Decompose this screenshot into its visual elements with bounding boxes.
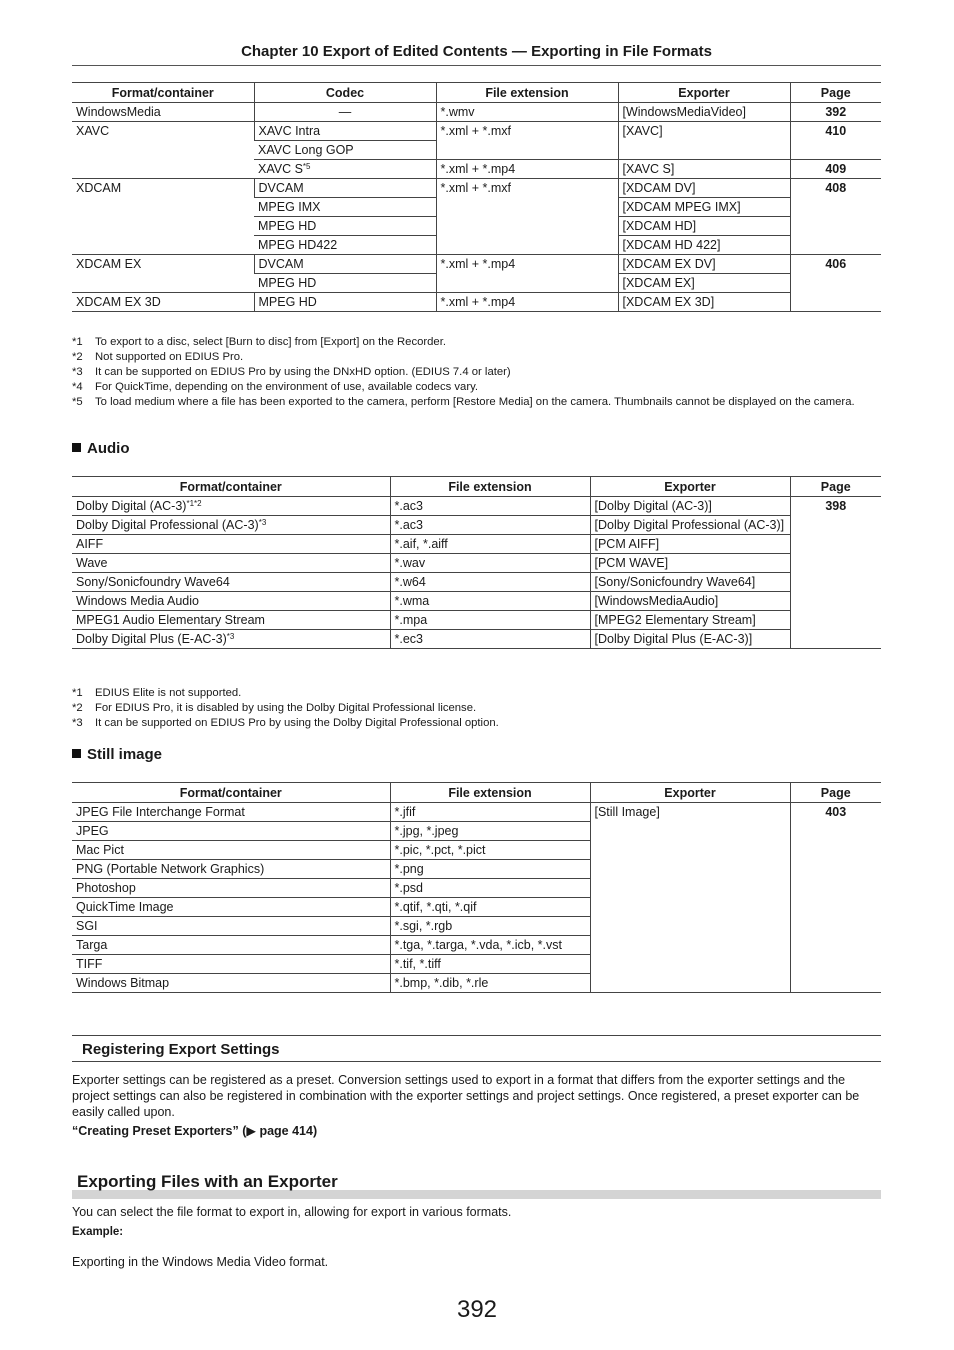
- footnote: *2 Not supported on EDIUS Pro.: [72, 351, 244, 363]
- col-header-page: Page: [790, 477, 881, 497]
- cell-exporter: [Dolby Digital Professional (AC-3)]: [590, 516, 790, 535]
- cell-exporter: [Dolby Digital Plus (E-AC-3)]: [590, 630, 790, 649]
- table-row: [72, 630, 881, 649]
- square-bullet-icon: [72, 749, 81, 758]
- cell-format: XDCAM EX 3D: [72, 293, 254, 312]
- table-row: [72, 592, 881, 611]
- audio-footnotes: [72, 686, 881, 731]
- cell-format: JPEG File Interchange Format: [72, 803, 390, 822]
- cell-extension: *.pic, *.pct, *.pict: [390, 841, 590, 860]
- cell-format: XDCAM EX: [72, 255, 254, 293]
- cell-extension: *.xml + *.mxf: [436, 179, 618, 255]
- cell-exporter: [MPEG2 Elementary Stream]: [590, 611, 790, 630]
- table-row: [72, 535, 881, 554]
- cell-exporter: [XDCAM EX DV]: [618, 255, 790, 274]
- cell-extension: *.mpa: [390, 611, 590, 630]
- table-row: [72, 497, 881, 516]
- cell-extension: *.bmp, *.dib, *.rle: [390, 974, 590, 993]
- cell-exporter: [Dolby Digital (AC-3)]: [590, 497, 790, 516]
- col-header-exporter: Exporter: [618, 83, 790, 103]
- cell-format: Wave: [72, 554, 390, 573]
- table-row: [72, 554, 881, 573]
- cell-page: 403: [790, 803, 881, 993]
- table-row: [72, 293, 881, 312]
- cell-format: Mac Pict: [72, 841, 390, 860]
- cell-exporter: [XAVC S]: [618, 160, 790, 179]
- audio-heading: Audio: [72, 440, 130, 457]
- cell-extension: *.jpg, *.jpeg: [390, 822, 590, 841]
- cell-format: Windows Media Audio: [72, 592, 390, 611]
- table-row: [72, 122, 881, 141]
- col-header-extension: File extension: [436, 83, 618, 103]
- footnote: *3 It can be supported on EDIUS Pro by using the DNxHD option. (EDIUS 7.4 or later): [72, 366, 511, 378]
- cell-exporter: [WindowsMediaVideo]: [618, 103, 790, 122]
- still-image-format-table: [72, 782, 881, 993]
- cell-extension: *.qtif, *.qti, *.qif: [390, 898, 590, 917]
- exporting-files-heading: Exporting Files with an Exporter: [72, 1172, 881, 1199]
- cell-exporter: [Still Image]: [590, 803, 790, 993]
- cell-format: XAVC: [72, 122, 254, 179]
- cell-codec: —: [254, 103, 436, 122]
- cell-exporter: [XAVC]: [618, 122, 790, 160]
- cell-extension: *.wav: [390, 554, 590, 573]
- col-header-exporter: Exporter: [590, 783, 790, 803]
- cell-exporter: [XDCAM EX 3D]: [618, 293, 790, 312]
- footnote: *4 For QuickTime, depending on the environment of use, available codecs vary.: [72, 381, 479, 393]
- table-row: [72, 179, 881, 198]
- cell-codec: DVCAM: [254, 255, 436, 274]
- cell-page: 398: [790, 497, 881, 649]
- cell-format: Sony/Sonicfoundry Wave64: [72, 573, 390, 592]
- col-header-format: Format/container: [72, 783, 390, 803]
- cell-page: 410: [790, 122, 881, 160]
- cell-exporter: [XDCAM DV]: [618, 179, 790, 198]
- cell-page: 392: [790, 103, 881, 122]
- col-header-page: Page: [790, 83, 881, 103]
- table-row: [72, 573, 881, 592]
- cell-codec: MPEG HD422: [254, 236, 436, 255]
- cell-codec: XAVC Intra: [254, 122, 436, 141]
- cell-format: SGI: [72, 917, 390, 936]
- col-header-extension: File extension: [390, 477, 590, 497]
- col-header-codec: Codec: [254, 83, 436, 103]
- cell-codec: MPEG HD: [254, 217, 436, 236]
- cell-format: Dolby Digital Plus $(E-AC-3)^{*3}$: [72, 630, 390, 649]
- example-label: Example:: [72, 1226, 124, 1238]
- exporting-body: You can select the file format to export in, allowing for export in various formats.: [72, 1205, 512, 1219]
- footnote: *5 To load medium where a file has been exported to the camera, perform [Restore Media] on the camera. Thumbnails cannot be displayed on the camera.: [72, 396, 855, 408]
- cell-exporter: [PCM WAVE]: [590, 554, 790, 573]
- registering-body: Exporter settings can be registered as a preset. Conversion settings used to export in a format that differs from the exporter settings and the project settings can also be registered in combination with the exporter settings and project settings. Once registered, a preset exporter can be easily called upon.: [72, 1073, 860, 1119]
- audio-format-table: [72, 476, 881, 649]
- cell-extension: *.png: [390, 860, 590, 879]
- cell-extension: *.aif, *.aiff: [390, 535, 590, 554]
- cell-extension: *.wma: [390, 592, 590, 611]
- cell-extension: *.jfif: [390, 803, 590, 822]
- cell-format: TIFF: [72, 955, 390, 974]
- col-header-format: Format/container: [72, 83, 254, 103]
- cell-extension: *.tga, *.targa, *.vda, *.icb, *.vst: [390, 936, 590, 955]
- cell-codec: XAVC $S^{*5}$: [254, 160, 436, 179]
- footnote: *3 It can be supported on EDIUS Pro by using the Dolby Digital Professional option.: [72, 717, 499, 729]
- cell-page: 406: [790, 255, 881, 312]
- cell-exporter: [Sony/Sonicfoundry Wave64]: [590, 573, 790, 592]
- cell-exporter: [XDCAM HD 422]: [618, 236, 790, 255]
- cell-extension: *.w64: [390, 573, 590, 592]
- table-row: [72, 803, 881, 822]
- col-header-exporter: Exporter: [590, 477, 790, 497]
- table-row: [72, 516, 881, 535]
- cell-format: Photoshop: [72, 879, 390, 898]
- cell-extension: *.xml + *.mxf: [436, 122, 618, 160]
- table-row: [72, 103, 881, 122]
- cell-exporter: [XDCAM HD]: [618, 217, 790, 236]
- cell-extension: *.xml + *.mp4: [436, 160, 618, 179]
- col-header-page: Page: [790, 783, 881, 803]
- cell-format: XDCAM: [72, 179, 254, 255]
- cell-exporter: [XDCAM EX]: [618, 274, 790, 293]
- registering-export-settings-heading: Registering Export Settings: [72, 1035, 881, 1062]
- col-header-format: Format/container: [72, 477, 390, 497]
- cell-format: JPEG: [72, 822, 390, 841]
- footnote: *1 To export to a disc, select [Burn to disc] from [Export] on the Recorder.: [72, 336, 446, 348]
- cell-codec: MPEG IMX: [254, 198, 436, 217]
- cell-exporter: [PCM AIFF]: [590, 535, 790, 554]
- cell-extension: *.xml + *.mp4: [436, 255, 618, 293]
- page-number: 392: [456, 1296, 498, 1323]
- cell-format: Dolby Digital $(AC-3)^{*1*2}$: [72, 497, 390, 516]
- cell-extension: *.tif, *.tiff: [390, 955, 590, 974]
- arrow-right-icon: ▶: [246, 1124, 256, 1138]
- cell-format: Targa: [72, 936, 390, 955]
- video-footnotes: [72, 335, 881, 410]
- cell-codec: MPEG HD: [254, 293, 436, 312]
- cell-codec: MPEG HD: [254, 274, 436, 293]
- cell-page: 409: [790, 160, 881, 179]
- cell-format: AIFF: [72, 535, 390, 554]
- cell-codec: DVCAM: [254, 179, 436, 198]
- cell-extension: *.wmv: [436, 103, 618, 122]
- preset-exporters-link[interactable]: “Creating Preset Exporters” (▶ page 414): [72, 1124, 318, 1138]
- example-text: Exporting in the Windows Media Video format.: [72, 1255, 329, 1269]
- cell-format: PNG (Portable Network Graphics): [72, 860, 390, 879]
- footnote: *2 For EDIUS Pro, it is disabled by using the Dolby Digital Professional license.: [72, 702, 477, 714]
- video-format-table: [72, 82, 881, 312]
- cell-extension: *.xml + *.mp4: [436, 293, 618, 312]
- table-row: [72, 611, 881, 630]
- cell-extension: *.ac3: [390, 497, 590, 516]
- cell-exporter: [WindowsMediaAudio]: [590, 592, 790, 611]
- still-image-heading: Still image: [72, 746, 162, 763]
- cell-extension: *.sgi, *.rgb: [390, 917, 590, 936]
- cell-extension: *.psd: [390, 879, 590, 898]
- cell-format: Windows Bitmap: [72, 974, 390, 993]
- cell-format: QuickTime Image: [72, 898, 390, 917]
- cell-page: 408: [790, 179, 881, 255]
- chapter-title: Chapter 10 Export of Edited Contents — Exporting in File Formats: [72, 43, 881, 66]
- cell-format: MPEG1 Audio Elementary Stream: [72, 611, 390, 630]
- cell-format: WindowsMedia: [72, 103, 254, 122]
- footnote-ref: *5: [302, 162, 311, 171]
- square-bullet-icon: [72, 443, 81, 452]
- footnote: *1 EDIUS Elite is not supported.: [72, 687, 242, 699]
- cell-codec: XAVC Long GOP: [254, 141, 436, 160]
- col-header-extension: File extension: [390, 783, 590, 803]
- cell-exporter: [XDCAM MPEG IMX]: [618, 198, 790, 217]
- cell-extension: *.ac3: [390, 516, 590, 535]
- cell-format: Dolby Digital Professional $(AC-3)^{*3}$: [72, 516, 390, 535]
- table-row: [72, 255, 881, 274]
- cell-extension: *.ec3: [390, 630, 590, 649]
